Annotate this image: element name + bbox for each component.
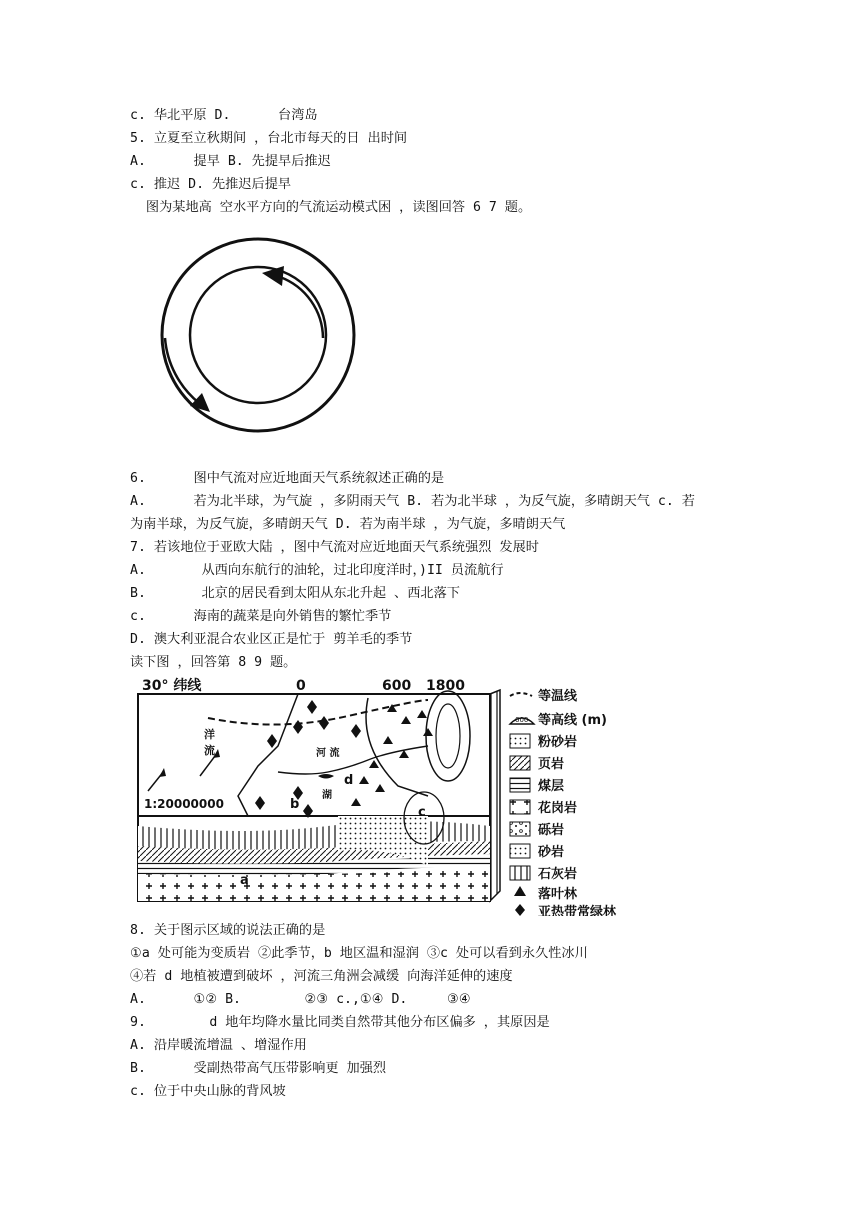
line-15: 8. 关于图示区域的说法正确的是 xyxy=(130,923,326,938)
point-c: c xyxy=(418,805,426,820)
current-label-2: 流 xyxy=(204,744,215,757)
legend-shale: 页岩 xyxy=(538,757,565,772)
legend-evergreen: 亚热带常绿林 xyxy=(538,905,617,916)
current-label-1: 洋 xyxy=(204,728,215,741)
line-4: c. 推迟 D. 先推迟后提早 xyxy=(130,177,292,192)
airflow-diagram xyxy=(128,226,368,448)
lake-label: 湖 xyxy=(322,790,332,801)
legend-coal: 煤层 xyxy=(538,779,565,794)
line-18: A. ①② B. ②③ c.,①④ D. ③④ xyxy=(130,992,471,1007)
legend xyxy=(510,688,617,916)
geology-block-diagram xyxy=(128,676,638,916)
line-16: ①a 处可能为变质岩 ②此季节，b 地区温和湿润 ③c 处可以看到永久性冰川 xyxy=(130,946,588,961)
line-19: 9. d 地年均降水量比同类自然带其他分布区偏多 ，其原因是 xyxy=(130,1015,550,1030)
legend-contour: 等高线 (m) xyxy=(538,713,607,728)
point-a: a xyxy=(240,873,249,888)
legend-contour-number: 600 xyxy=(515,716,529,724)
line-3: A. 提早 B. 先提早后推迟 xyxy=(130,154,331,169)
legend-limestone: 石灰岩 xyxy=(538,867,578,882)
legend-siltstone: 粉砂岩 xyxy=(538,735,578,750)
block-right-side xyxy=(490,690,500,901)
line-10: A. 从西向东航行的油轮，过北印度洋时，)II 员流航行 xyxy=(130,563,504,578)
line-6: 6. 图中气流对应近地面天气系统叙述正确的是 xyxy=(130,471,445,486)
line-7: A. 若为北半球，为气旋 ，多阴雨天气 B. 若为北半球 ，为反气旋，多晴朗天气 c. 若 xyxy=(130,494,695,509)
line-17: ④若 d 地植被遭到破坏 ，河流三角洲会减缓 向海洋延伸的速度 xyxy=(130,969,513,984)
arrow-lower-head xyxy=(190,393,210,412)
line-8: 为南半球，为反气旋，多晴朗天气 D. 若为南半球 ，为气旋，多晴朗天气 xyxy=(130,517,566,532)
contour-label-0: 0 xyxy=(296,678,306,694)
legend-conglomerate: 砾岩 xyxy=(538,823,565,838)
legend-sandstone: 砂岩 xyxy=(538,845,565,860)
line-5: 图为某地高 空水平方向的气流运动模式困 ，读图回答 6 7 题。 xyxy=(130,200,532,215)
line-14: 读下图 ，回答第 8 9 题。 xyxy=(130,655,297,670)
legend-isotherm: 等温线 xyxy=(538,689,578,704)
line-9: 7. 若该地位于亚欧大陆 ，图中气流对应近地面天气系统强烈 发展时 xyxy=(130,540,539,555)
arrow-upper xyxy=(280,277,323,338)
legend-deciduous: 落叶林 xyxy=(538,887,578,902)
line-11: B. 北京的居民看到太阳从东北升起 、西北落下 xyxy=(130,586,460,601)
point-b: b xyxy=(290,797,300,812)
contour-label-600: 600 xyxy=(382,678,412,694)
line-2: 5. 立夏至立秋期间 ，台北市每天的日 出时间 xyxy=(130,131,408,146)
scale-label: 1:20000000 xyxy=(144,797,224,811)
line-21: B. 受副热带高气压带影响更 加强烈 xyxy=(130,1061,387,1076)
legend-granite: 花岗岩 xyxy=(538,801,578,816)
inner-circle xyxy=(190,267,326,403)
latitude-label: 30° 纬线 xyxy=(142,678,202,694)
line-12: c. 海南的蔬菜是向外销售的繁忙季节 xyxy=(130,609,392,624)
line-20: A. 沿岸暖流增温 、增湿作用 xyxy=(130,1038,307,1053)
contour-label-1800: 1800 xyxy=(426,678,465,694)
line-1: c. 华北平原 D. 台湾岛 xyxy=(130,108,318,123)
river-label: 河 流 xyxy=(316,748,340,759)
point-d: d xyxy=(344,773,354,788)
line-22: c. 位于中央山脉的背风坡 xyxy=(130,1084,286,1099)
line-13: D. 澳大利亚混合农业区正是忙于 剪羊毛的季节 xyxy=(130,632,413,647)
